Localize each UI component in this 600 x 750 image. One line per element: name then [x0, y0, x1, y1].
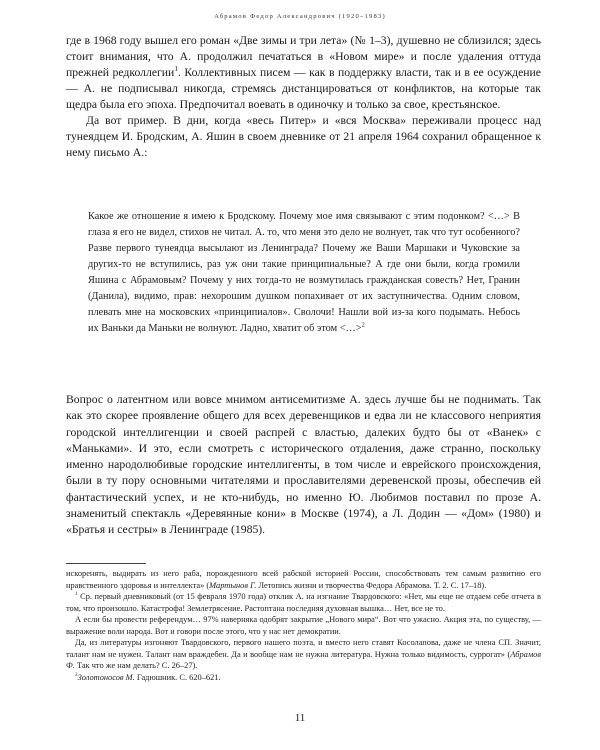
footnote-continued: искоренять, выдирать из него раба, порожденного всей рабской историей России, способствовать тем самым развитию его нравственного здоровья и интеллекта» (Мартынов Г. Летопись жизни и творчества Федора Абрамова. Т. 2. С. 17–18).	[66, 569, 541, 590]
footnote-ref-2[interactable]: 2	[361, 321, 365, 329]
paragraph-1: где в 1968 году вышел его роман «Две зимы и три лета» (№ 1–3), душевно не сблизился; здесь стоит внимания, что А. продолжил печататься в «Новом мире» и после удаления оттуда прежней редколлегии$^1$. Коллективных писем — как в поддержку власти, так и в ее осуждение — А. не подписывал никогда, стремясь дистанцироваться от конфликтов, на которые так щедра была его эпоха. Предпочитал воевать в одиночку и только за свое, крестьянское.	[66, 34, 541, 111]
paragraph-3: Вопрос о латентном или вовсе мнимом антисемитизме А. здесь лучше бы не поднимать. Так как это скорее проявление общего для всех деревенщиков и едва ли не классового неприятия городской интеллигенции и своей распрей с властью, далеких будто бы от «Ванек» с «Маньками». И это, если смотреть с исторического отдаления, даже странно, поскольку именно народолюбивые городские интеллигенты, в том числе и еврейского происхождения, были в ту пору основными читателями и прославителями деревенской прозы, обеспечив ей фантастический успех, и не кто-нибудь, но именно Ю. Любимов поставил по прозе А. знаменитый спектакль «Деревянные кони» в Москве (1974), а Л. Додин — «Дом» (1980) и «Братья и сестры» в Ленинграде (1985).	[66, 393, 541, 537]
footnote-1-para-3: Да, из литературы изгоняют Твардовского, первого нашего поэта, и вместо него ставят Косолапова, даже не члена СП. Значит, талант нам не нужен. Талант нам враждебен. Да и вообще нам не нужна литература. Нужна только видимость, суррогат» (Абрамов Ф. Так что же нам делать? С. 26–27).	[66, 638, 541, 670]
footnote-ref-1[interactable]: 1	[174, 65, 178, 74]
footnote-1-para-2: А если бы провести референдум… 97% наверняка одобрят закрытие „Нового мира“. Вот что ужасно. Акция эта, по существу, — выражение воли народа. Вот и говори после этого, что у нас нет демократии.	[66, 615, 541, 636]
footnotes	[66, 568, 541, 683]
page-number: 11	[294, 712, 306, 724]
paragraph-2: Да вот пример. В дни, когда «весь Питер» и «вся Москва» переживали процесс над тунеядцем И. Бродским, А. Яшин в своем дневнике от 21 апреля 1964 сохранил обращенное к нему письмо А.:	[66, 114, 541, 159]
footnote-divider	[66, 563, 146, 564]
footnote-2: $^2$Золотоносов М. Гадюшник. С. 620–621.	[75, 671, 221, 682]
running-head: Абрамов Федор Александрович (1920–1983)	[214, 13, 386, 20]
body-text-top	[66, 33, 541, 161]
blockquote-letter: Какое же отношение я имею к Бродскому. Почему мое имя связывают с этим подонком? <…> В глаза я его не видел, стихов не читал. А. то, что меня это дело не волнует, так что тут особенного? Разве первого тунеядца высылают из Ленинграда? Почему же Ваши Маршаки и Чуковские за других-то не вступились, раз уж они такие принципиальные? А где они были, когда громили Яшина с Абрамовым? Почему у них тогда-то не возмутилась гражданская совесть? Нет, Гранин (Данила), видимо, прав: нехорошим душком попахивает от их заступничества. Одним словом, плевать мне на московских «принципиалов». Сволочи! Нашли вой из-за кого подымать. Небось их Ваньки да Маньки не волнуют. Ладно, хватит об этом <…>$^2$	[88, 211, 520, 334]
body-text-bottom	[66, 392, 541, 539]
footnote-1: $^1$ Ср. первый дневниковый (от 15 февраля 1970 года) отклик А. на изгнание Твардовского: «Нет, мы еще не отдаем себе отчета в том, что произошло. Катастрофа! Землетрясение. Растоптана последняя духовная вышка… Нет, все не то.	[66, 591, 541, 613]
